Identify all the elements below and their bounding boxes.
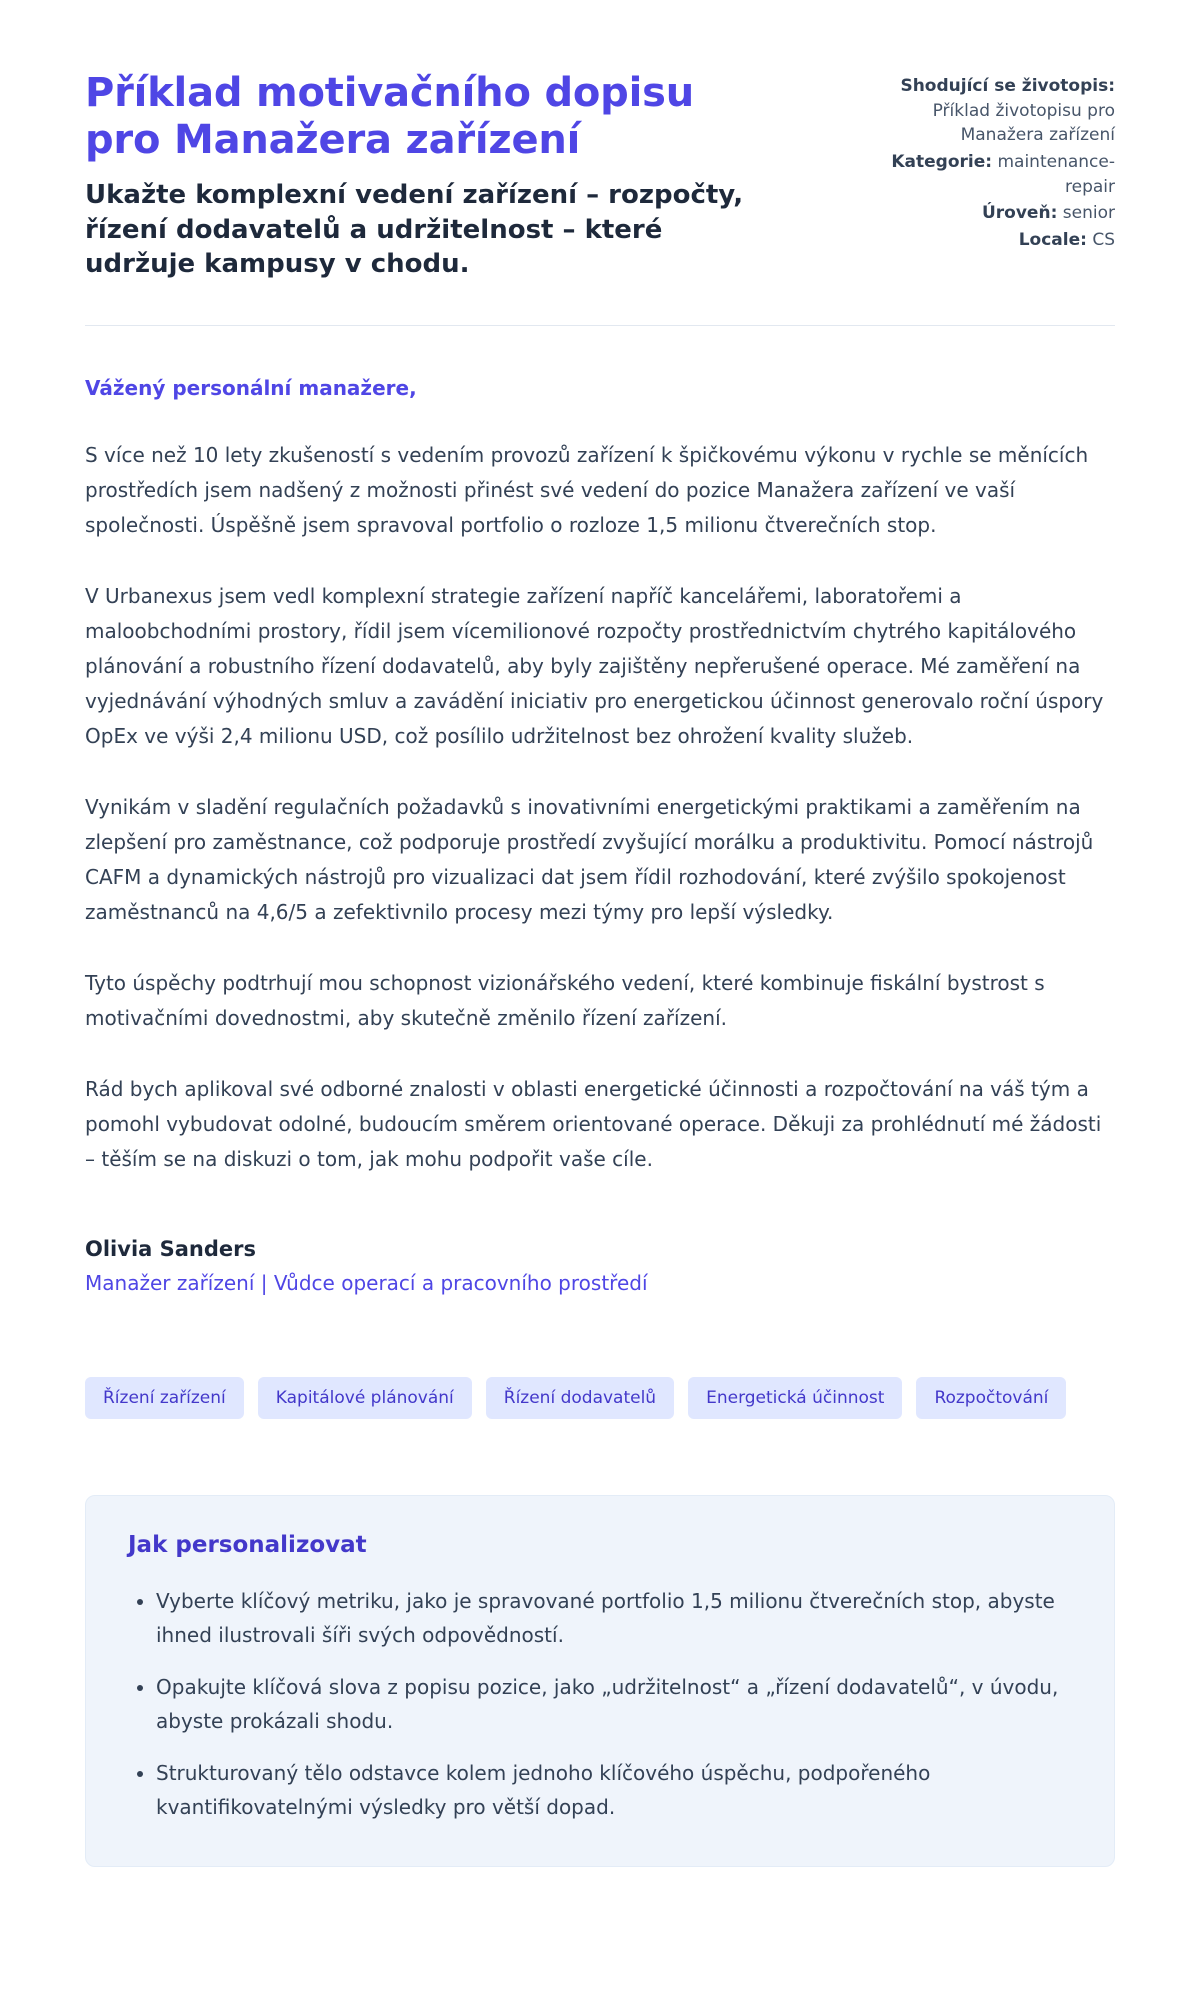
- tag-list: [85, 1377, 1115, 1419]
- letter-paragraph: Rád bych aplikoval své odborné znalosti v oblasti energetické účinnosti a rozpočtování na váš tým a pomohl vybudovat odolné, budoucím směrem orientované operace. Děkuji za prohlédnutí mé žádosti – těším se na diskuzi o tom, jak mohu podpořit vaše cíle.: [85, 1077, 1102, 1172]
- letter-paragraph: S více než 10 lety zkušeností s vedením provozů zařízení k špičkovému výkonu v rychle se měnících prostředích jsem nadšený z možnosti přinést své vedení do pozice Manažera zařízení ve vaší společnosti. Úspěšně jsem spravoval portfolio o rozloze 1,5 milionu čtverečních stop.: [85, 443, 1089, 538]
- letter-paragraph: V Urbanexus jsem vedl komplexní strategie zařízení napříč kancelářemi, laboratořemi a maloobchodními prostory, řídil jsem vícemilionové rozpočty prostřednictvím chytrého kapitálového plánování a robustního řízení dodavatelů, aby byly zajištěny nepřerušené operace. Mé zaměření na vyjednávání výhodných smluv a zavádění iniciativ pro energetickou účinnost generovalo roční úspory OpEx ve výši 2,4 milionu USD, což posílilo udržitelnost bez ohrožení kvality služeb.: [85, 584, 1104, 749]
- page-title: Příklad motivačního dopisu pro Manažera zařízení: [85, 70, 694, 164]
- meta-matching-resume-value: Příklad životopisu pro Manažera zařízení: [932, 100, 1115, 146]
- meta-locale-value: CS: [1092, 229, 1115, 250]
- letter-paragraph: Tyto úspěchy podtrhují mou schopnost vizionářského vedení, které kombinuje fiskální bystrost s motivačními dovednostmi, aby skutečně změnilo řízení zařízení.: [85, 971, 1045, 1031]
- personalize-bullet: • Strukturovaný tělo odstavce kolem jednoho klíčového úspěchu, podpořeného kvantifikovatelnými výsledky pro větší dopad.: [156, 1756, 1072, 1824]
- cover-letter-body: [85, 376, 1115, 1295]
- meta-matching-resume-label: Shodující se životopis:: [900, 76, 1115, 96]
- personalize-panel: [85, 1495, 1115, 1867]
- meta-category-label: Kategorie:: [891, 151, 993, 172]
- tag-chip-capital-planning[interactable]: Kapitálové plánování: [258, 1377, 472, 1419]
- meta-category: [875, 150, 1115, 199]
- tag-chip-energy-efficiency[interactable]: Energetická účinnost: [688, 1377, 902, 1419]
- personalize-bullet: • Opakujte klíčová slova z popisu pozice, jako „udržitelnost“ a „řízení dodavatelů“, v úvodu, abyste prokázali shodu.: [156, 1670, 1072, 1738]
- signature-block: [85, 1237, 1115, 1295]
- header-meta: [875, 70, 1115, 254]
- tag-chip-vendor-management[interactable]: Řízení dodavatelů: [486, 1377, 674, 1419]
- tag-chip-budgeting[interactable]: Rozpočtování: [916, 1377, 1066, 1419]
- header-divider: [85, 325, 1115, 326]
- meta-locale: [875, 228, 1115, 253]
- meta-level-label: Úroveň:: [981, 203, 1058, 224]
- meta-level-value: senior: [1062, 203, 1115, 224]
- meta-level: [875, 201, 1115, 226]
- letter-paragraph: Vynikám v sladění regulačních požadavků s inovativními energetickými praktikami a zaměřením na zlepšení pro zaměstnance, což podporuje prostředí zvyšující morálku a produktivitu. Pomocí nástrojů CAFM a dynamických nástrojů pro vizualizaci dat jsem řídil rozhodování, které zvýšilo spokojenost zaměstnanců na 4,6/5 a zefektivnilo procesy mezi týmy pro lepší výsledky.: [85, 795, 1094, 925]
- salutation: Vážený personální manažere,: [85, 376, 417, 401]
- header-left: [85, 70, 745, 281]
- personalize-title: Jak personalizovat: [128, 1532, 367, 1559]
- page-subtitle: Ukažte komplexní vedení zařízení – rozpočty, řízení dodavatelů a udržitelnost – které udržuje kampusy v chodu.: [85, 180, 744, 279]
- meta-matching-resume: [875, 74, 1115, 148]
- personalize-list: [128, 1584, 1072, 1824]
- meta-category-value: maintenance-repair: [997, 151, 1115, 197]
- signature-title: Manažer zařízení | Vůdce operací a pracovního prostředí: [85, 1271, 648, 1296]
- signature-name: Olivia Sanders: [85, 1237, 256, 1262]
- meta-locale-label: Locale:: [1018, 229, 1087, 250]
- personalize-bullet: • Vyberte klíčový metriku, jako je spravované portfolio 1,5 milionu čtverečních stop, abyste ihned ilustrovali šíři svých odpovědností.: [156, 1584, 1072, 1652]
- tag-chip-facility-management[interactable]: Řízení zařízení: [85, 1377, 244, 1419]
- header: [85, 70, 1115, 281]
